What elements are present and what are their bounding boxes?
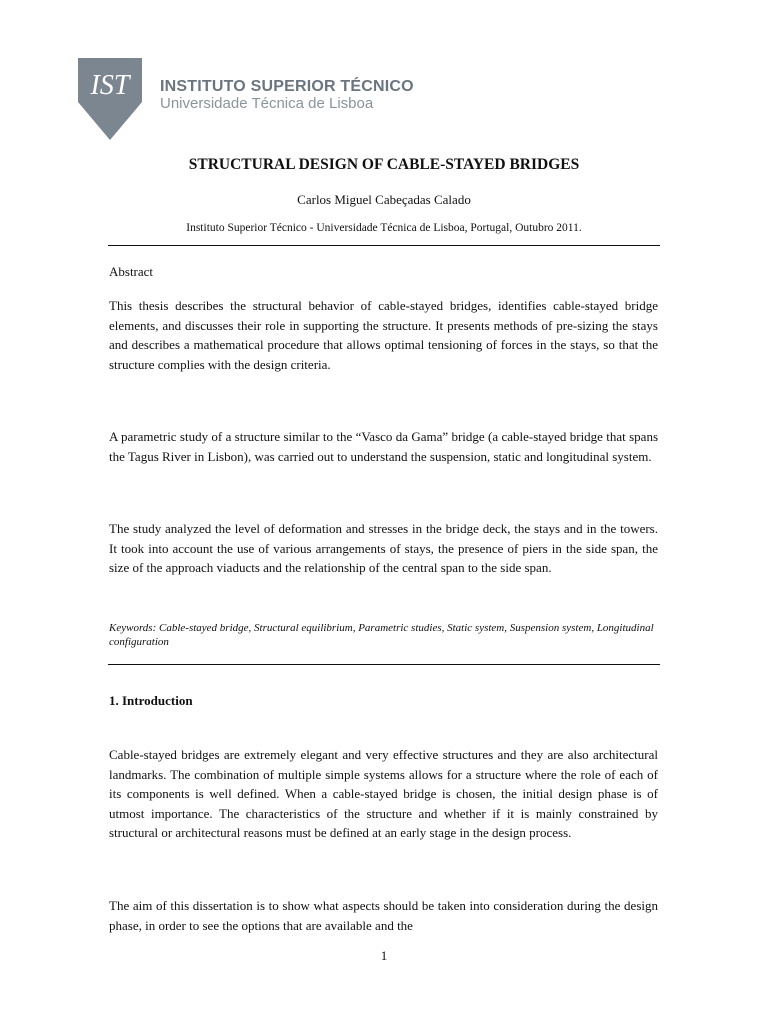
page-number: 1 <box>380 948 388 963</box>
institution-subtitle: Universidade Técnica de Lisboa <box>160 95 374 112</box>
abstract-heading: Abstract <box>109 264 154 279</box>
introduction-paragraph: Cable-stayed bridges are extremely elegant and very effective structures and they are also architectural landmarks. The combination of multiple simple systems allows for a structure where the role of each of its components is well defined. When a cable-stayed bridge is chosen, the initial design phase is of utmost importance. The characteristics of the structure and whether if it is mainly constrained by structural or architectural reasons must be defined at an early stage in the design process. <box>109 747 658 840</box>
paper-affiliation: Instituto Superior Técnico - Universidade Técnica de Lisboa, Portugal, Outubro 2011. <box>186 222 582 234</box>
abstract-paragraph: This thesis describes the structural behavior of cable-stayed bridges, identifies cable-stayed bridge elements, and discusses their role in supporting the structure. It presents methods of pre-sizing the stays and describes a mathematical procedure that allows optimal tensioning of forces in the stays, so that the structure complies with the design criteria. <box>109 298 658 372</box>
logo-mark-text: IST <box>90 70 130 101</box>
ist-logo-shield <box>78 58 142 140</box>
divider-bottom <box>108 664 660 665</box>
section-heading-introduction: 1. Introduction <box>109 693 193 708</box>
paper-title: STRUCTURAL DESIGN OF CABLE-STAYED BRIDGES <box>188 156 580 173</box>
abstract-paragraph: A parametric study of a structure similar to the “Vasco da Gama” bridge (a cable-stayed bridge that spans the Tagus River in Lisbon), was carried out to understand the suspension, static and longitudinal system. <box>109 429 658 464</box>
divider-top <box>108 245 660 246</box>
introduction-paragraph: The aim of this dissertation is to show what aspects should be taken into consideration during the design phase, in order to see the options that are available and the <box>109 898 658 933</box>
keywords: Keywords: Cable-stayed bridge, Structural equilibrium, Parametric studies, Static system, Suspension system, Longitudinal configuration <box>109 622 654 648</box>
abstract-paragraph: The study analyzed the level of deformation and stresses in the bridge deck, the stays and in the towers. It took into account the use of various arrangements of stays, the presence of piers in the side span, the size of the approach viaducts and the relationship of the central span to the side span. <box>109 521 658 575</box>
paper-author: Carlos Miguel Cabeçadas Calado <box>297 192 471 207</box>
institution-name: INSTITUTO SUPERIOR TÉCNICO <box>160 78 414 95</box>
